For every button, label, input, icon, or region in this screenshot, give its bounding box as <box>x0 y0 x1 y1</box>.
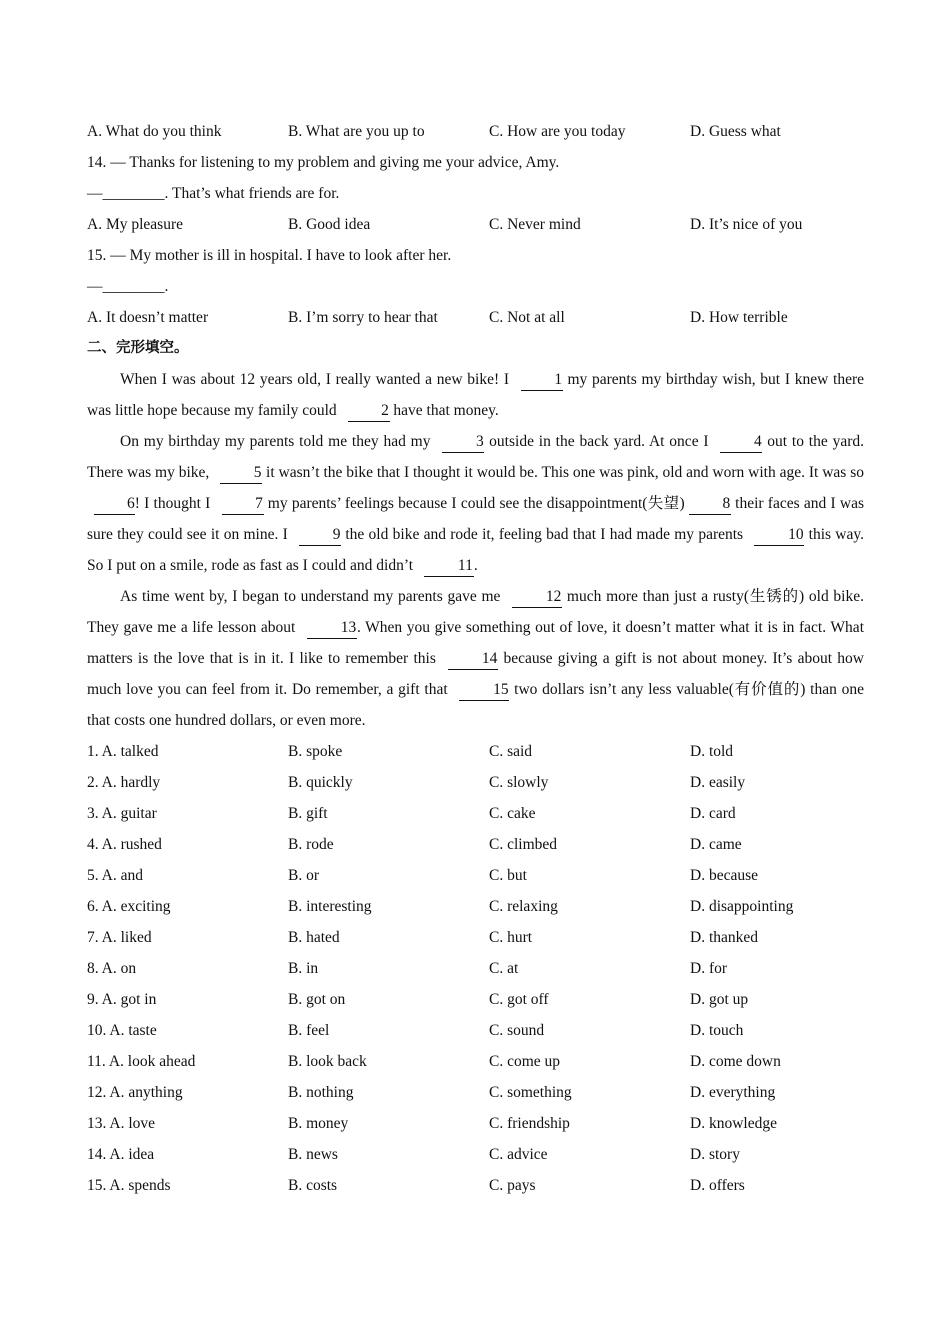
cloze-option-row: 14. A. idea B. news C. advice D. story <box>87 1146 740 1163</box>
blank: 13 <box>307 618 357 639</box>
cloze-option-row: 10. A. taste B. feel C. sound D. touch <box>87 1022 744 1039</box>
q14-options <box>87 209 864 240</box>
cloze-option-row: 9. A. got in B. got on C. got off D. got up <box>87 991 749 1008</box>
option-a: A. What do you think <box>87 123 222 140</box>
cloze-option-row: 8. A. on B. in C. at D. for <box>87 960 728 977</box>
passage-paragraph-3: As time went by, I began to understand my parents gave me 12 much more than just a rusty(生锈的) old bike. They gave me a life lesson about 13. When you give something out of love, it doesn’t matter what it is in fact. What matters is the love that is in it. I like to remember this 14 because giving a gift is not about money. It’s about how much love you can feel from it. Do remember, a gift that 15 two dollars isn’t any less valuable(有价值的) than one that costs one hundred dollars, or even more. <box>87 588 865 729</box>
cloze-option-row: 12. A. anything B. nothing C. something D. everything <box>87 1084 776 1101</box>
option-d: D. Guess what <box>690 123 781 140</box>
q15-options <box>87 302 864 333</box>
option-b: B. What are you up to <box>288 123 425 140</box>
cloze-option-row: 6. A. exciting B. interesting C. relaxing D. disappointing <box>87 898 794 915</box>
blank: 7 <box>222 494 264 515</box>
cloze-option-row: 5. A. and B. or C. but D. because <box>87 867 758 884</box>
cloze-option-row: 4. A. rushed B. rode C. climbed D. came <box>87 836 742 853</box>
q15-question: 15. — My mother is ill in hospital. I have to look after her. <box>87 247 452 264</box>
option-c: C. Never mind <box>489 216 581 233</box>
blank: 11 <box>424 556 474 577</box>
blank: 2 <box>348 401 390 422</box>
blank: 8 <box>689 494 731 515</box>
blank: 1 <box>521 370 563 391</box>
q13-options <box>87 116 864 147</box>
cloze-option-row: 3. A. guitar B. gift C. cake D. card <box>87 805 736 822</box>
q14-answer-line: —________. That’s what friends are for. <box>87 185 340 202</box>
blank: 4 <box>720 432 762 453</box>
blank: 5 <box>220 463 262 484</box>
q14-question: 14. — Thanks for listening to my problem and giving me your advice, Amy. <box>87 154 560 171</box>
cloze-option-row: 11. A. look ahead B. look back C. come up D. come down <box>87 1053 781 1070</box>
blank: 12 <box>512 587 562 608</box>
blank: 9 <box>299 525 341 546</box>
blank: 6 <box>94 494 135 515</box>
option-c: C. How are you today <box>489 123 626 140</box>
cloze-option-row: 1. A. talked B. spoke C. said D. told <box>87 743 734 760</box>
worksheet-page <box>87 116 864 1201</box>
option-a: A. It doesn’t matter <box>87 309 209 326</box>
cloze-option-row: 15. A. spends B. costs C. pays D. offers <box>87 1177 745 1194</box>
passage-paragraph-1: When I was about 12 years old, I really wanted a new bike! I 1 my parents my birthday wish, but I knew there was little hope because my family could 2 have that money. <box>87 364 864 426</box>
blank: 15 <box>459 680 509 701</box>
cloze-option-row: 2. A. hardly B. quickly C. slowly D. easily <box>87 774 746 791</box>
option-b: B. Good idea <box>288 216 371 233</box>
blank: 14 <box>448 649 498 670</box>
option-c: C. Not at all <box>489 309 565 326</box>
section-heading: 二、完形填空。 <box>87 340 189 356</box>
cloze-option-row: 13. A. love B. money C. friendship D. knowledge <box>87 1115 777 1132</box>
blank: 3 <box>442 432 484 453</box>
option-d: D. It’s nice of you <box>690 216 803 233</box>
cloze-option-row: 7. A. liked B. hated C. hurt D. thanked <box>87 929 759 946</box>
q15-answer-line: —________. <box>87 278 169 295</box>
cloze-options <box>87 736 864 1201</box>
option-a: A. My pleasure <box>87 216 183 233</box>
option-b: B. I’m sorry to hear that <box>288 309 438 326</box>
option-d: D. How terrible <box>690 309 788 326</box>
blank: 10 <box>754 525 804 546</box>
passage-paragraph-2: On my birthday my parents told me they had my 3 outside in the back yard. At once I 4 out to the yard. There was my bike, 5 it wasn’t the bike that I thought it would be. This one was pink, old and worn with age. It was so 6! I thought I 7 my parents’ feelings because I could see the disappointment(失望) 8 their faces and I was sure they could see it on mine. I 9 the old bike and rode it, feeling bad that I had made my parents 10 this way. So I put on a smile, rode as fast as I could and didn’t 11. <box>87 426 864 581</box>
